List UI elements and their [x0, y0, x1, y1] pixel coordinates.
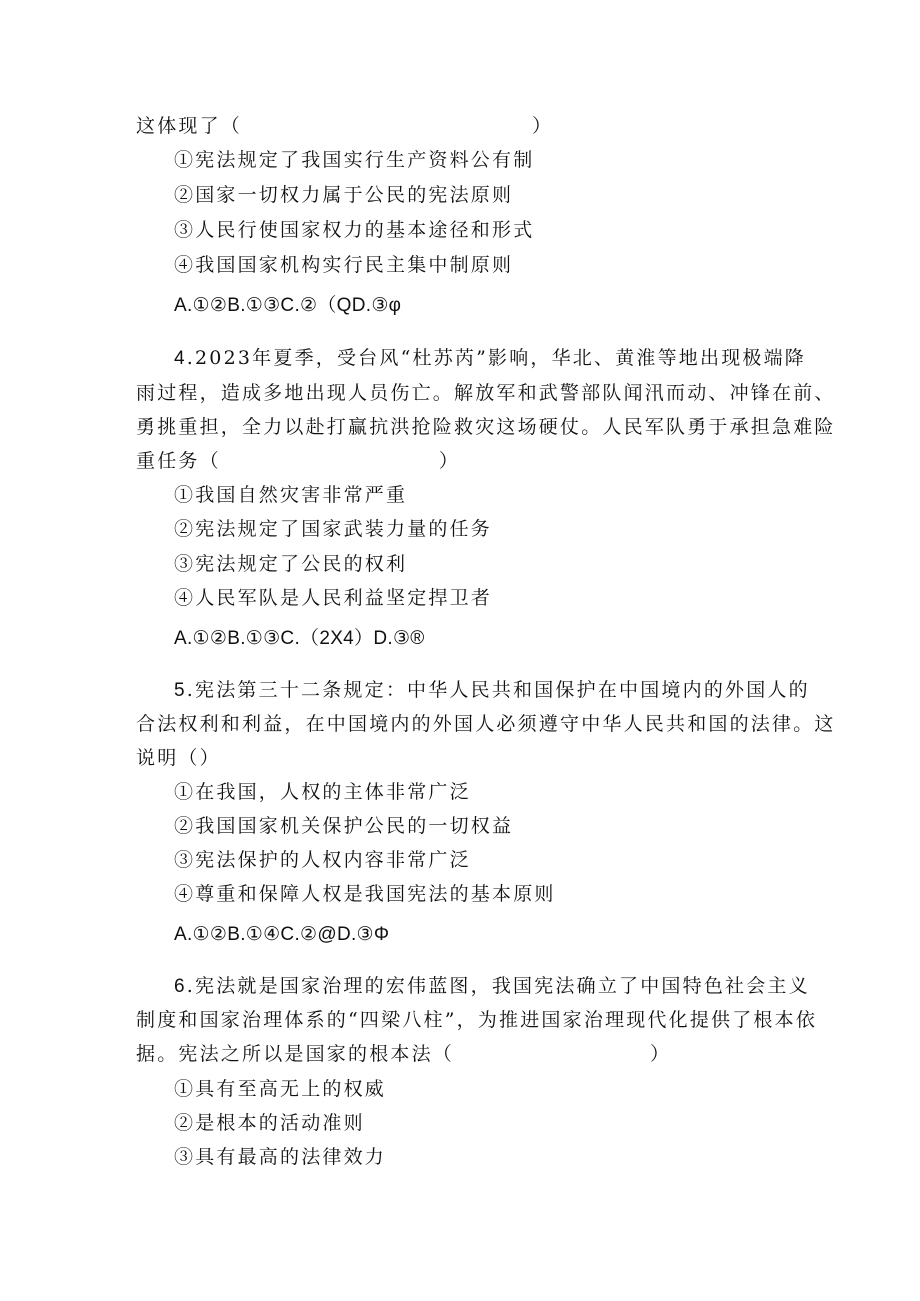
q5-option-4: ④尊重和保障人权是我国宪法的基本原则 [174, 883, 556, 905]
q4-stem-line-1 [174, 346, 806, 371]
q4-close-paren: ） [438, 450, 461, 472]
q4-option-3: ③宪法规定了公民的权利 [174, 553, 408, 575]
q5-option-2: ②我国国家机关保护公民的一切权益 [174, 815, 514, 837]
q4-stem-l4-text: 重任务（ [136, 450, 221, 472]
q5-stem-line-3: 说明（） [136, 747, 221, 769]
q6-stem-line-2: 制度和国家治理体系的“四梁八柱”，为推进国家治理现代化提供了根本依 [136, 1009, 818, 1031]
q5-option-1: ①在我国，人权的主体非常广泛 [174, 781, 471, 803]
q6-stem-line-1 [174, 974, 810, 999]
q4-number: 4 [174, 348, 187, 369]
q3-option-2: ②国家一切权力属于公民的宪法原则 [174, 184, 514, 206]
q3-option-4: ④我国国家机构实行民主集中制原则 [174, 254, 514, 276]
q5-answer-choices: A.①②B.①④C.②@D.③Φ [174, 924, 390, 945]
q3-option-3: ③人民行使国家权力的基本途径和形式 [174, 219, 535, 241]
q3-stem-text: 这体现了（ [136, 115, 243, 137]
q4-answer-choices: A.①②B.①③C.（2X4）D.③® [174, 628, 425, 649]
q4-stem-l1-text: .2023年夏季，受台风“杜苏芮”影响，华北、黄淮等地出现极端降 [186, 347, 807, 369]
q3-stem-tail [136, 114, 553, 138]
q4-stem-line-3: 勇挑重担，全力以赴打赢抗洪抢险救灾这场硬仗。人民军队勇于承担急难险 [136, 416, 836, 438]
q6-close-paren: ） [650, 1043, 672, 1065]
q4-option-2: ②宪法规定了国家武装力量的任务 [174, 518, 493, 540]
q3-option-1: ①宪法规定了我国实行生产资料公有制 [174, 149, 535, 171]
q6-option-1: ①具有至高无上的权威 [174, 1078, 387, 1100]
q5-number: 5 [174, 680, 187, 701]
q4-stem-line-4 [136, 449, 460, 473]
q6-option-2: ②是根本的活动准则 [174, 1112, 365, 1134]
q5-stem-line-2: 合法权利和利益，在中国境内的外国人必须遵守中华人民共和国的法律。这 [136, 713, 836, 735]
q4-option-1: ①我国自然灾害非常严重 [174, 484, 408, 506]
q3-close-paren: ） [532, 115, 554, 137]
q6-stem-line-3 [136, 1042, 671, 1066]
q6-number: 6 [174, 976, 187, 997]
q5-option-3: ③宪法保护的人权内容非常广泛 [174, 849, 471, 871]
q6-option-3: ③具有最高的法律效力 [174, 1146, 387, 1168]
q4-stem-line-2: 雨过程，造成多地出现人员伤亡。解放军和武警部队闻汛而动、冲锋在前、 [136, 382, 836, 404]
q5-stem-line-1 [174, 678, 810, 703]
q6-stem-l1-text: .宪法就是国家治理的宏伟蓝图，我国宪法确立了中国特色社会主义 [186, 975, 810, 997]
q3-answer-choices: A.①②B.①③C.②（QD.③φ [174, 295, 402, 316]
q5-stem-l1-text: .宪法第三十二条规定：中华人民共和国保护在中国境内的外国人的 [186, 679, 810, 701]
q6-stem-l3-text: 据。宪法之所以是国家的根本法（ [136, 1043, 455, 1065]
q4-option-4: ④人民军队是人民利益坚定捍卫者 [174, 587, 493, 609]
